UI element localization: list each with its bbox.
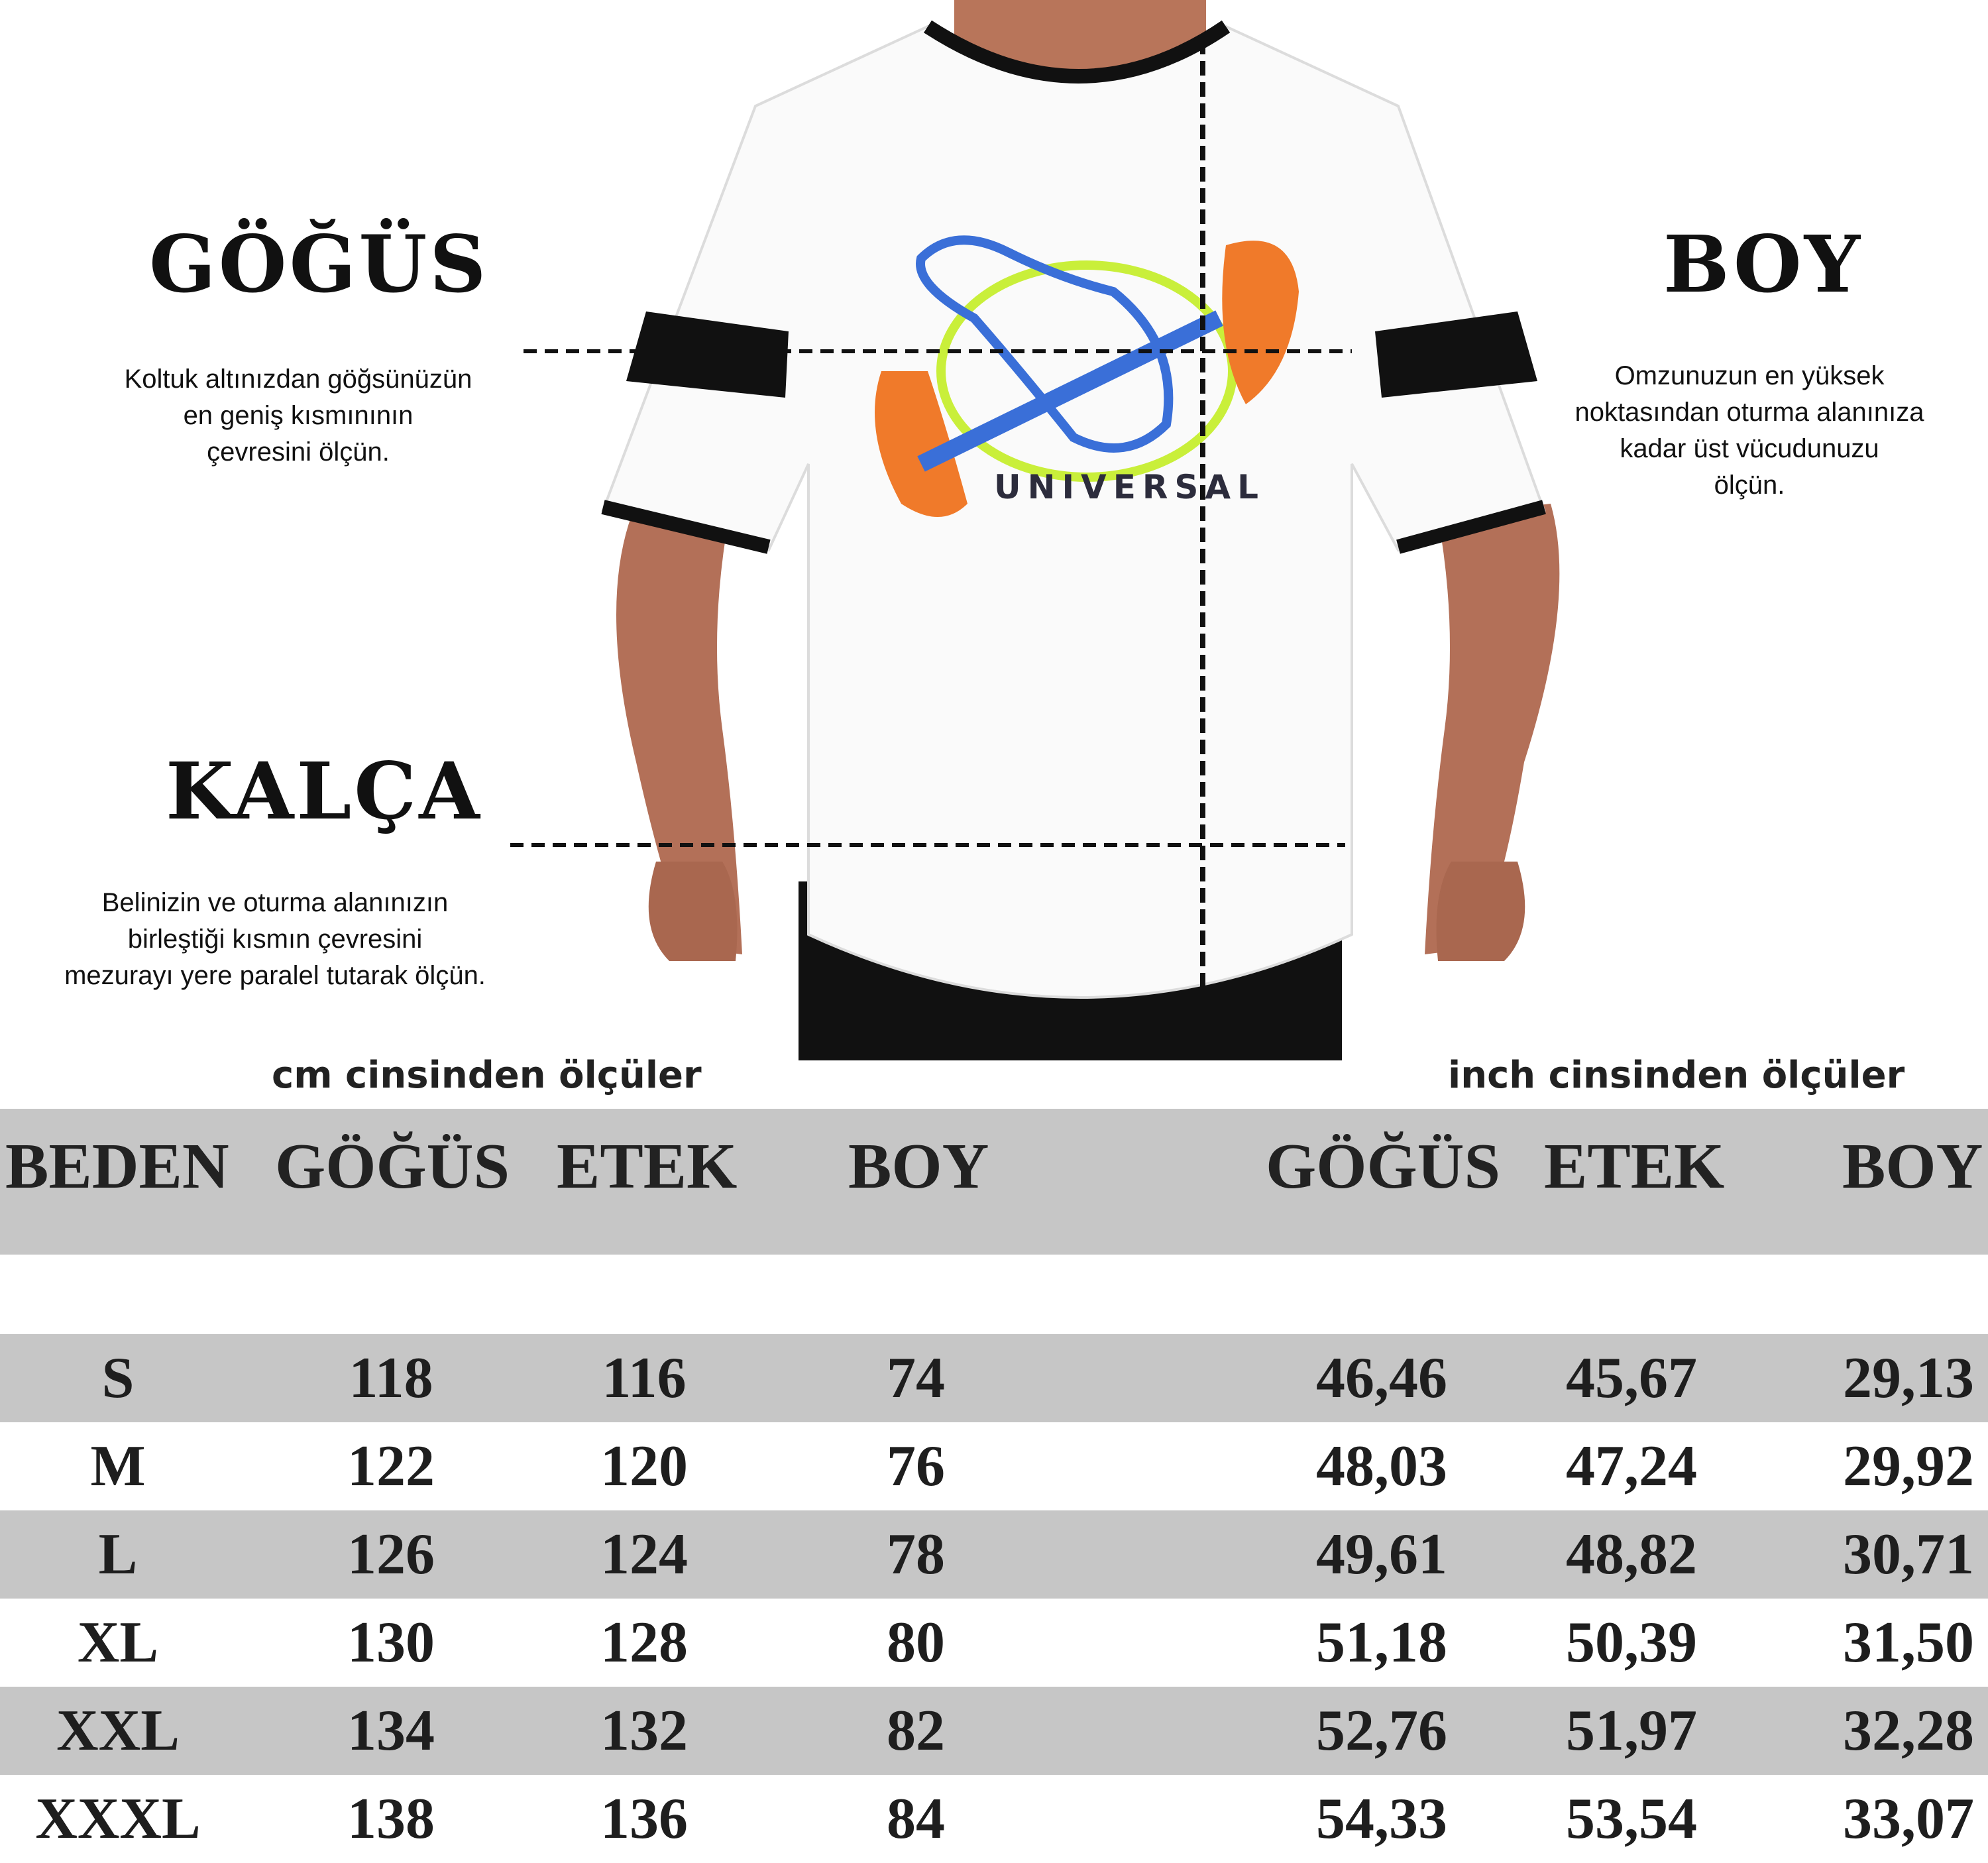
- cell-cm-chest: 130: [347, 1610, 435, 1675]
- cell-cm-hem: 136: [600, 1787, 688, 1851]
- cell-size: XL: [77, 1610, 159, 1675]
- hip-title: KALÇA: [166, 745, 482, 837]
- cell-cm-chest: 126: [347, 1522, 435, 1587]
- header-size: BEDEN: [5, 1131, 229, 1202]
- cell-cm-length: 76: [887, 1434, 945, 1498]
- table-row: [0, 1334, 1988, 1422]
- cell-size: XXL: [56, 1699, 180, 1763]
- cell-in-length: 29,92: [1843, 1434, 1974, 1498]
- cell-in-length: 33,07: [1843, 1787, 1974, 1851]
- cell-cm-length: 78: [887, 1522, 945, 1587]
- right-hand: [1437, 862, 1525, 961]
- cm-caption: cm cinsinden ölçüler: [272, 1054, 702, 1097]
- cell-cm-chest: 118: [349, 1346, 433, 1410]
- cell-cm-length: 82: [887, 1699, 945, 1763]
- cell-cm-hem: 124: [600, 1522, 688, 1587]
- cell-in-length: 31,50: [1843, 1610, 1974, 1675]
- cell-cm-chest: 138: [347, 1787, 435, 1851]
- header-in-length: BOY: [1842, 1131, 1983, 1202]
- table-row: [0, 1687, 1988, 1775]
- cell-size: S: [101, 1346, 135, 1410]
- cell-cm-chest: 134: [347, 1699, 435, 1763]
- cell-in-chest: 54,33: [1316, 1787, 1447, 1851]
- cell-in-hem: 50,39: [1566, 1610, 1697, 1675]
- table-row: [0, 1422, 1988, 1510]
- cell-in-hem: 51,97: [1566, 1699, 1697, 1763]
- cell-in-hem: 48,82: [1566, 1522, 1697, 1587]
- inch-caption: inch cinsinden ölçüler: [1448, 1054, 1905, 1097]
- cell-in-chest: 51,18: [1316, 1610, 1447, 1675]
- header-in-hem: ETEK: [1544, 1131, 1725, 1202]
- table-row: [0, 1599, 1988, 1687]
- header-in-chest: GÖĞÜS: [1266, 1131, 1500, 1202]
- cell-in-chest: 46,46: [1316, 1346, 1447, 1410]
- t-shirt: [603, 27, 1544, 997]
- cell-in-chest: 48,03: [1316, 1434, 1447, 1498]
- header-cm-chest: GÖĞÜS: [275, 1131, 510, 1202]
- header-cm-length: BOY: [848, 1131, 989, 1202]
- cell-size: M: [90, 1434, 146, 1498]
- cell-in-length: 30,71: [1843, 1522, 1974, 1587]
- table-row: [0, 1775, 1988, 1863]
- cell-in-chest: 49,61: [1316, 1522, 1447, 1587]
- left-hand: [649, 862, 738, 961]
- cell-size: XXXL: [35, 1787, 201, 1851]
- cell-in-hem: 45,67: [1566, 1346, 1697, 1410]
- cell-cm-hem: 128: [600, 1610, 688, 1675]
- cell-cm-length: 80: [887, 1610, 945, 1675]
- cell-cm-chest: 122: [347, 1434, 435, 1498]
- cell-cm-hem: 116: [602, 1346, 687, 1410]
- cell-in-hem: 53,54: [1566, 1787, 1697, 1851]
- brand-print: UNIVERSAL: [994, 468, 1265, 506]
- hip-instruction: Belinizin ve oturma alanınızın birleştiği kısmın çevresini mezurayı yere paralel tutarak ölçün.: [64, 888, 486, 990]
- cell-cm-hem: 132: [600, 1699, 688, 1763]
- header-cm-hem: ETEK: [557, 1131, 738, 1202]
- cell-cm-length: 74: [887, 1346, 945, 1410]
- length-title: BOY: [1663, 218, 1863, 310]
- cell-in-length: 32,28: [1843, 1699, 1974, 1763]
- table-row: [0, 1510, 1988, 1599]
- length-instruction: Omzunuzun en yüksek noktasından oturma alanınıza kadar üst vücudunuzu ölçün.: [1574, 361, 1924, 500]
- cell-size: L: [98, 1522, 138, 1587]
- cell-in-length: 29,13: [1843, 1346, 1974, 1410]
- cell-in-chest: 52,76: [1316, 1699, 1447, 1763]
- cell-cm-length: 84: [887, 1787, 945, 1851]
- chest-instruction: Koltuk altınızdan göğsünüzün en geniş kısmınının çevresini ölçün.: [124, 365, 472, 467]
- cell-cm-hem: 120: [600, 1434, 688, 1498]
- chest-title: GÖĞÜS: [149, 218, 489, 310]
- cell-in-hem: 47,24: [1566, 1434, 1697, 1498]
